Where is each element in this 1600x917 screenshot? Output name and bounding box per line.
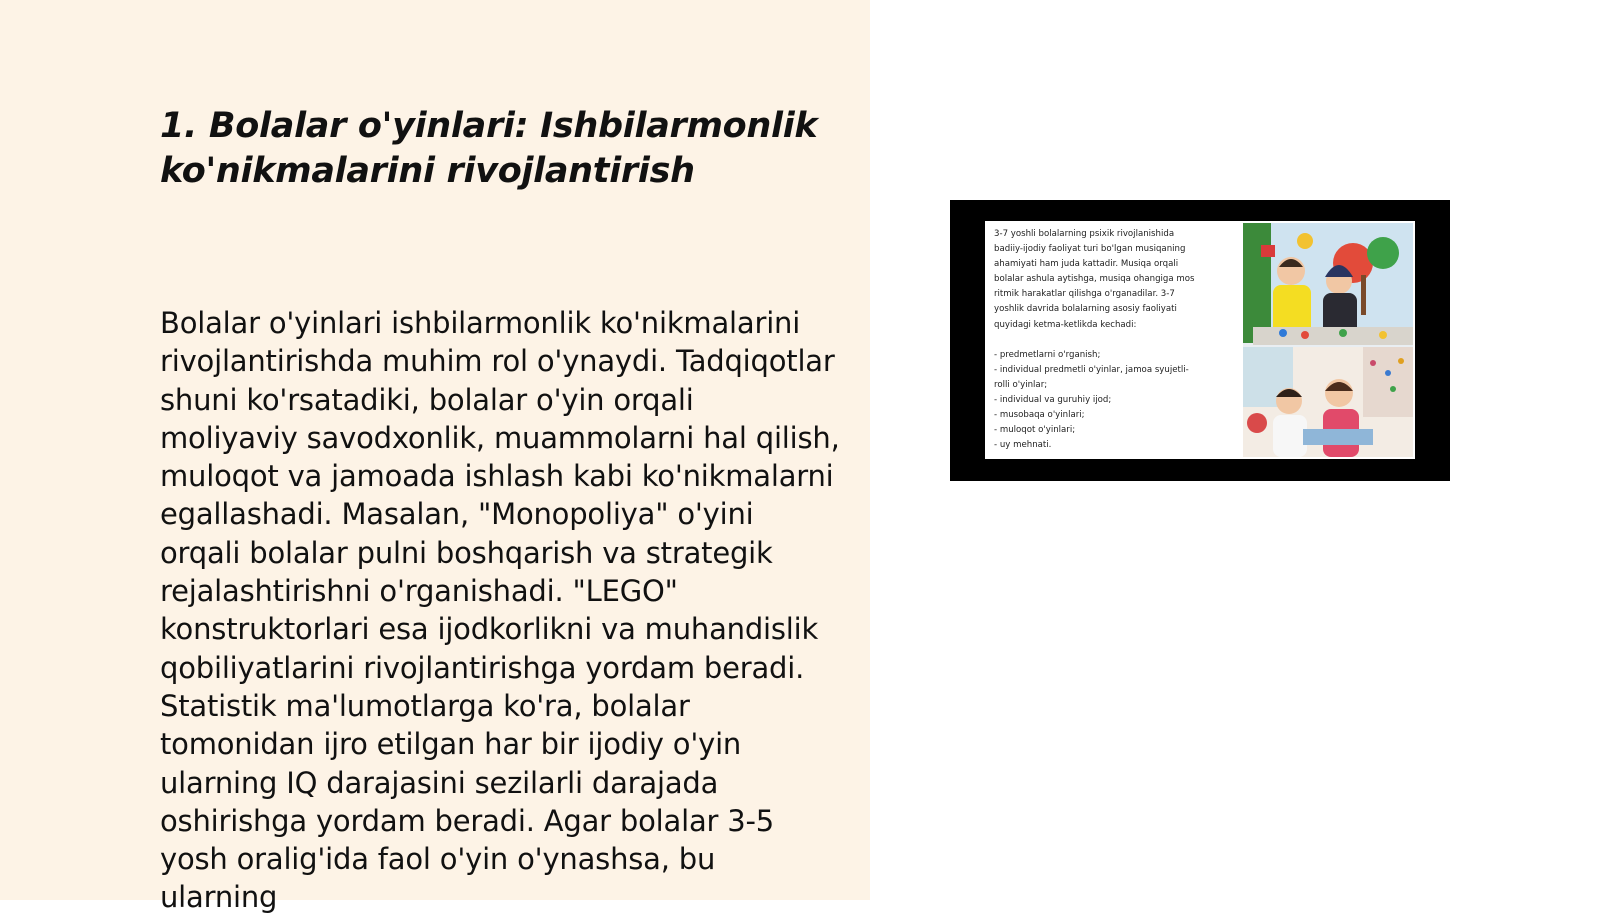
embedded-slide-text: 3-7 yoshli bolalarning psixik rivojlanishida badiiy-ijodiy faoliyat turi bo'lgan musiqaning ahamiyati ham juda kattadir. Musiqa orqali bolalar ashula aytishga, musiqa ohangiga mos ritmik harakatlar qilishga o'rganadilar. 3-7 yoshlik davrida bolalarning asosiy faoliyati quyidagi ketma-ketlikda kechadi: - predmetlarni o'rganish; - individual predmetli o'yinlar, jamoa syujetli- rolli o'yinlar; - individual va guruhiy ijod; - musobaqa o'yinlari; - muloqot o'yinlari; - uy mehnati. — [994, 229, 1195, 451]
slide-body-text: Bolalar o'yinlari ishbilarmonlik ko'nikmalarini rivojlantirishda muhim rol o'ynaydi. Tadqiqotlar shuni ko'rsatadiki, bolalar o'yin orqali moliyaviy savodxonlik, muammolarni hal qilish, muloqot va jamoada ishlash kabi ko'nikmalarni egallashadi. Masalan, "Monopoliya" o'yini orqali bolalar pulni boshqarish va strategik rejalashtirishni o'rganishadi. "LEGO" konstruktorlari esa ijodkorlikni va muhandislik qobiliyatlarini rivojlantirishga yordam beradi. Statistik ma'lumotlarga ko'ra, bolalar tomonidan ijro etilgan har bir ijodiy o'yin ularning IQ darajasini sezilarli darajada oshirishga yordam beradi. Agar bolalar 3-5 yosh oralig'ida faol o'yin o'ynashsa, bu ularning — [160, 306, 840, 915]
children-playing-photo — [1243, 223, 1413, 457]
embedded-slide-image — [950, 200, 1450, 481]
embedded-slide-content — [985, 221, 1415, 459]
children-photo-illustration — [1243, 223, 1413, 457]
slide-title: 1. Bolalar o'yinlari: Ishbilarmonlik ko'nikmalarini rivojlantirish — [160, 106, 818, 191]
